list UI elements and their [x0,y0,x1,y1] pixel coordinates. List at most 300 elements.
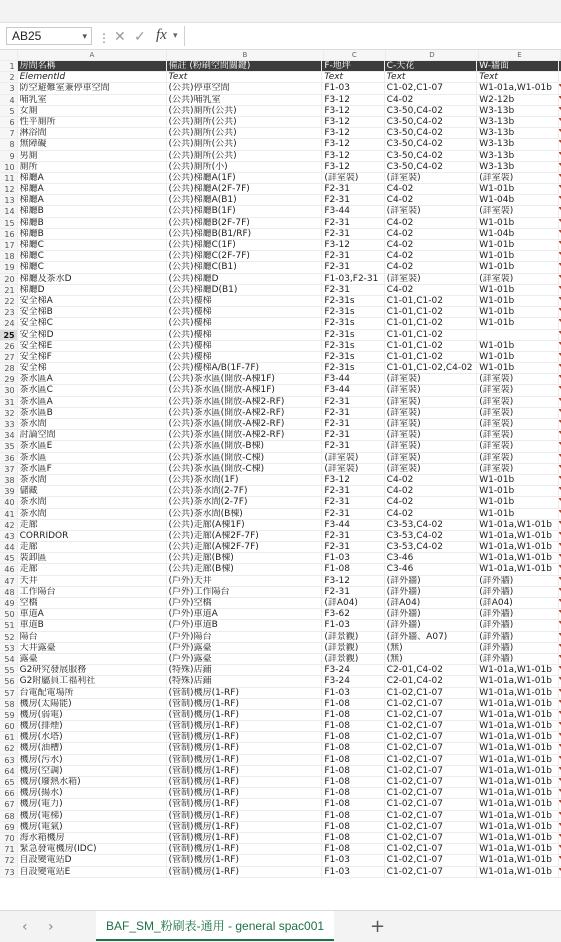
table-cell[interactable]: F1-08 [322,777,384,787]
table-cell[interactable]: (詳室裝) [477,419,559,429]
table-cell[interactable]: F3-12 [322,240,384,250]
table-cell[interactable]: (詳室裝) [385,173,478,183]
table-cell[interactable]: (公共)停車空間 [167,83,323,93]
table-cell[interactable]: C1-02,C1-07 [385,788,478,798]
row-number[interactable]: 31 [0,397,18,407]
table-cell[interactable]: C1-01,C1-02 [385,352,478,362]
table-cell[interactable]: F2-31s [322,318,384,328]
table-cell[interactable]: 梯廳C [18,262,167,272]
table-cell[interactable]: C1-02,C1-07 [385,844,478,854]
table-cell[interactable]: (公共)茶水區(開放-A棟2-RF) [167,430,323,440]
table-cell[interactable]: (詳室裝) [385,464,478,474]
table-cell[interactable]: C4-02 [385,184,478,194]
table-cell[interactable]: (詳室裝) [385,430,478,440]
table-cell[interactable]: 性平廁所 [18,117,167,127]
table-cell[interactable]: F3-12 [322,128,384,138]
table-cell[interactable]: (管制)機房(1-RF) [167,855,323,865]
table-cell[interactable]: F2-31 [322,218,384,228]
table-cell[interactable]: W2-12b [477,95,559,105]
table-cell[interactable]: (管制)機房(1-RF) [167,844,323,854]
table-cell[interactable]: (詳外牆) [477,609,559,619]
table-cell[interactable]: 茶水間 [18,475,167,485]
table-cell[interactable]: W3-13b [477,162,559,172]
table-cell[interactable]: (公共)茶水區(開放-A棟1F) [167,374,323,384]
header-cell[interactable]: C-天花 [385,61,478,71]
table-cell[interactable]: 露臺 [18,654,167,664]
name-box[interactable] [6,27,92,45]
table-cell[interactable]: F2-31 [322,497,384,507]
table-cell[interactable]: (公共)廁所(公共) [167,128,323,138]
chevron-right-icon[interactable]: › [48,919,54,935]
row-number[interactable]: 43 [0,531,18,541]
formula-input[interactable] [190,28,550,44]
row-number[interactable]: 60 [0,721,18,731]
table-cell[interactable]: C1-02,C1-07 [385,732,478,742]
table-cell[interactable]: (戶外)工作陽台 [167,587,323,597]
row-number[interactable]: 47 [0,576,18,586]
table-cell[interactable]: C4-02 [385,497,478,507]
table-cell[interactable]: F2-31s [322,341,384,351]
table-cell[interactable]: F3-12 [322,139,384,149]
table-cell[interactable]: (管制)機房(1-RF) [167,822,323,832]
table-cell[interactable]: (公共)茶水區(開放-A棟2-RF) [167,408,323,418]
table-cell[interactable]: F3-44 [322,206,384,216]
table-cell[interactable]: 自設變電站D [18,855,167,865]
table-cell[interactable]: W1-01b [477,240,559,250]
row-number[interactable]: 10 [0,162,18,172]
table-cell[interactable]: (公共)樓梯 [167,341,323,351]
table-cell[interactable]: W1-01a,W1-01b [477,766,559,776]
table-cell[interactable]: C1-02,C1-07 [385,755,478,765]
table-cell[interactable]: F3-44 [322,520,384,530]
table-cell[interactable]: W1-01a,W1-01b [477,553,559,563]
table-cell[interactable]: W1-01a,W1-01b [477,855,559,865]
table-cell[interactable]: C1-01,C1-02 [385,330,478,340]
table-cell[interactable]: 茶水區C [18,385,167,395]
table-cell[interactable]: F1-08 [322,788,384,798]
table-cell[interactable]: C4-02 [385,262,478,272]
table-cell[interactable]: (管制)機房(1-RF) [167,799,323,809]
table-cell[interactable]: F2-31 [322,419,384,429]
row-number[interactable]: 66 [0,788,18,798]
table-cell[interactable]: (詳室裝) [477,453,559,463]
table-cell[interactable]: (戶外)陽台 [167,632,323,642]
table-cell[interactable]: F3-44 [322,385,384,395]
table-cell[interactable]: F3-12 [322,95,384,105]
table-cell[interactable]: (公共)梯廳B(B1/RF) [167,229,323,239]
table-cell[interactable]: 緊急發電機房(IDC) [18,844,167,854]
table-cell[interactable]: (詳室裝) [385,408,478,418]
row-number[interactable]: 19 [0,262,18,272]
row-number[interactable]: 71 [0,844,18,854]
table-cell[interactable]: F2-31 [322,430,384,440]
table-cell[interactable]: (公共)茶水間(2-7F) [167,486,323,496]
table-cell[interactable]: F1-08 [322,844,384,854]
table-cell[interactable]: W1-01b [477,262,559,272]
table-cell[interactable]: (公共)走廊(B棟) [167,564,323,574]
table-cell[interactable]: F2-31 [322,441,384,451]
table-cell[interactable]: (詳室裝) [477,385,559,395]
table-cell[interactable]: F3-12 [322,162,384,172]
table-cell[interactable]: C1-02,C1-07 [385,83,478,93]
table-cell[interactable]: (公共)茶水區(開放-B棟) [167,441,323,451]
table-cell[interactable]: (公共)梯廳A(1F) [167,173,323,183]
row-number[interactable]: 32 [0,408,18,418]
row-number[interactable]: 72 [0,855,18,865]
table-cell[interactable]: (無) [385,654,478,664]
header-cell[interactable]: W-牆面 [477,61,559,71]
table-cell[interactable]: F1-08 [322,710,384,720]
table-cell[interactable]: W3-13b [477,128,559,138]
row-number[interactable]: 49 [0,598,18,608]
table-cell[interactable]: F2-31s [322,352,384,362]
table-cell[interactable]: (詳外牆) [477,654,559,664]
table-cell[interactable]: C4-02 [385,229,478,239]
table-cell[interactable]: F2-31 [322,184,384,194]
table-cell[interactable]: C1-02,C1-07 [385,822,478,832]
table-cell[interactable]: (詳室裝) [385,274,478,284]
table-cell[interactable]: (戶外)露臺 [167,654,323,664]
row-number[interactable]: 11 [0,173,18,183]
row-number[interactable]: 46 [0,564,18,574]
table-cell[interactable]: 陽台 [18,632,167,642]
table-cell[interactable]: C1-01,C1-02 [385,296,478,306]
table-cell[interactable]: (詳室裝) [385,441,478,451]
row-number[interactable]: 8 [0,139,18,149]
type-cell[interactable]: Text [322,72,384,82]
row-number[interactable]: 7 [0,128,18,138]
table-cell[interactable]: (公共)樓梯 [167,307,323,317]
table-cell[interactable]: F1-08 [322,755,384,765]
chevron-left-icon[interactable]: ‹ [22,919,28,935]
table-cell[interactable]: (詳室裝) [385,419,478,429]
row-number[interactable]: 38 [0,475,18,485]
table-cell[interactable]: (公共)梯廳C(1F) [167,240,323,250]
table-cell[interactable]: (管制)機房(1-RF) [167,867,323,877]
table-cell[interactable]: C1-02,C1-07 [385,699,478,709]
table-cell[interactable]: C1-02,C1-07 [385,867,478,877]
table-cell[interactable]: 機房(電梯) [18,811,167,821]
table-cell[interactable]: (公共)梯廳A(B1) [167,195,323,205]
table-cell[interactable]: 機房(排煙) [18,721,167,731]
row-number[interactable]: 33 [0,419,18,429]
table-cell[interactable]: (詳室裝) [385,397,478,407]
row-number[interactable]: 42 [0,520,18,530]
table-cell[interactable]: (公共)哺乳室 [167,95,323,105]
table-cell[interactable]: F1-08 [322,811,384,821]
column-header-b[interactable]: B [167,50,323,60]
row-number[interactable]: 13 [0,195,18,205]
table-cell[interactable]: (戶外)車道B [167,620,323,630]
table-cell[interactable]: (詳室裝) [477,173,559,183]
table-cell[interactable]: (公共)梯廳C(2F-7F) [167,251,323,261]
table-cell[interactable]: (詳外牆) [385,587,478,597]
row-number[interactable]: 69 [0,822,18,832]
table-cell[interactable]: (公共)梯廳A(2F-7F) [167,184,323,194]
table-cell[interactable]: W3-13b [477,151,559,161]
table-cell[interactable]: 安全梯E [18,341,167,351]
table-cell[interactable]: (管制)機房(1-RF) [167,788,323,798]
type-cell[interactable]: Text [385,72,478,82]
table-cell[interactable]: C3-50,C4-02 [385,106,478,116]
table-cell[interactable]: C4-02 [385,475,478,485]
table-cell[interactable]: (公共)廁所(小) [167,162,323,172]
table-cell[interactable]: 討論空間 [18,430,167,440]
select-all-corner[interactable] [0,50,18,60]
table-cell[interactable]: (管制)機房(1-RF) [167,811,323,821]
table-cell[interactable]: W1-01a,W1-01b [477,699,559,709]
table-cell[interactable]: (詳室裝) [477,397,559,407]
table-cell[interactable]: C1-02,C1-07 [385,766,478,776]
table-cell[interactable]: W1-01a,W1-01b [477,531,559,541]
type-cell[interactable]: ElementId [18,72,167,82]
column-header-a[interactable]: A [18,50,168,60]
row-number[interactable]: 70 [0,833,18,843]
table-cell[interactable]: (公共)梯廳D [167,274,323,284]
row-number[interactable]: 45 [0,553,18,563]
table-cell[interactable]: C4-02 [385,251,478,261]
table-cell[interactable]: W1-01b [477,251,559,261]
table-cell[interactable]: C1-02,C1-07 [385,721,478,731]
table-cell[interactable]: (詳外牆) [477,620,559,630]
table-cell[interactable]: F3-12 [322,117,384,127]
table-cell[interactable]: W3-13b [477,106,559,116]
table-cell[interactable]: 梯廳B [18,206,167,216]
table-cell[interactable]: (管制)機房(1-RF) [167,766,323,776]
table-cell[interactable]: (公共)茶水區(開放-A棟2-RF) [167,419,323,429]
table-cell[interactable] [477,330,559,340]
table-cell[interactable]: (公共)走廊(B棟) [167,553,323,563]
row-number[interactable]: 40 [0,497,18,507]
table-cell[interactable]: W1-01a,W1-01b [477,822,559,832]
table-cell[interactable]: (公共)走廊(A棟2F-7F) [167,531,323,541]
table-cell[interactable]: 茶水區A [18,397,167,407]
table-cell[interactable]: (無) [385,643,478,653]
table-cell[interactable]: F3-12 [322,475,384,485]
table-cell[interactable]: 機房(揚水) [18,788,167,798]
table-cell[interactable]: W1-01a,W1-01b [477,688,559,698]
table-cell[interactable]: (公共)梯廳B(2F-7F) [167,218,323,228]
row-number[interactable]: 18 [0,251,18,261]
table-cell[interactable]: (戶外)天井 [167,576,323,586]
table-cell[interactable]: W1-04b [477,195,559,205]
table-cell[interactable]: 台電配電場所 [18,688,167,698]
row-number[interactable]: 61 [0,732,18,742]
table-cell[interactable]: W1-01b [477,285,559,295]
table-cell[interactable]: 梯廳A [18,195,167,205]
table-cell[interactable]: F2-31s [322,363,384,373]
row-number[interactable]: 30 [0,385,18,395]
table-cell[interactable]: CORRIDOR [18,531,167,541]
row-number[interactable]: 44 [0,542,18,552]
table-cell[interactable]: W1-01b [477,497,559,507]
table-cell[interactable]: 梯廳及茶水D [18,274,167,284]
table-cell[interactable]: F1-03 [322,688,384,698]
insert-function-icon[interactable]: fx [156,27,167,43]
table-cell[interactable]: W1-01a,W1-01b [477,665,559,675]
row-number[interactable]: 68 [0,811,18,821]
table-cell[interactable]: F1-03,F2-31 [322,274,384,284]
table-cell[interactable]: (詳室裝) [477,374,559,384]
table-cell[interactable]: F3-12 [322,106,384,116]
row-number[interactable]: 57 [0,688,18,698]
table-cell[interactable]: C4-02 [385,95,478,105]
cancel-icon[interactable]: ✕ [114,28,126,44]
table-cell[interactable]: 走廊 [18,520,167,530]
table-cell[interactable]: F2-31 [322,195,384,205]
row-number[interactable]: 9 [0,151,18,161]
table-cell[interactable]: C3-53,C4-02 [385,520,478,530]
table-cell[interactable]: 天井 [18,576,167,586]
table-cell[interactable]: W1-01a,W1-01b [477,743,559,753]
table-cell[interactable]: W1-01a,W1-01b [477,755,559,765]
table-cell[interactable]: (公共)樓梯 [167,296,323,306]
table-cell[interactable]: (詳景觀) [322,632,384,642]
table-cell[interactable]: (公共)廁所(公共) [167,117,323,127]
table-cell[interactable]: W1-01a,W1-01b [477,710,559,720]
table-cell[interactable]: C1-02,C1-07 [385,799,478,809]
table-cell[interactable]: (詳景觀) [322,643,384,653]
table-cell[interactable]: 工作陽台 [18,587,167,597]
row-number[interactable]: 63 [0,755,18,765]
table-cell[interactable]: (詳A04) [322,598,384,608]
table-cell[interactable]: (管制)機房(1-RF) [167,710,323,720]
table-cell[interactable]: (詳室裝) [385,385,478,395]
table-cell[interactable]: 機房(電力) [18,799,167,809]
column-header-e[interactable]: E [479,50,561,60]
row-number[interactable]: 24 [0,318,18,328]
row-number[interactable]: 15 [0,218,18,228]
table-cell[interactable]: (管制)機房(1-RF) [167,732,323,742]
table-cell[interactable]: F3-24 [322,676,384,686]
table-cell[interactable]: F2-31 [322,509,384,519]
table-cell[interactable]: 裝卸區 [18,553,167,563]
row-number[interactable]: 65 [0,777,18,787]
table-cell[interactable]: (詳室裝) [477,430,559,440]
row-number[interactable]: 28 [0,363,18,373]
chevron-down-icon[interactable]: ▾ [82,31,87,41]
table-cell[interactable]: 茶水區 [18,453,167,463]
row-number[interactable]: 26 [0,341,18,351]
table-cell[interactable]: (公共)梯廳C(B1) [167,262,323,272]
table-cell[interactable]: (公共)茶水間(B棟) [167,509,323,519]
row-number[interactable]: 34 [0,430,18,440]
table-cell[interactable]: 機房(太陽能) [18,699,167,709]
row-number[interactable]: 64 [0,766,18,776]
table-cell[interactable]: W1-01a,W1-01b [477,833,559,843]
row-number[interactable]: 23 [0,307,18,317]
table-cell[interactable]: C4-02 [385,486,478,496]
row-number[interactable]: 25 [0,330,18,340]
table-cell[interactable]: 走廊 [18,542,167,552]
table-cell[interactable]: W1-01a,W1-01b [477,676,559,686]
row-number[interactable]: 55 [0,665,18,675]
table-cell[interactable]: 哺乳室 [18,95,167,105]
table-cell[interactable]: C3-53,C4-02 [385,542,478,552]
table-cell[interactable]: 茶水區E [18,441,167,451]
table-cell[interactable]: 安全梯F [18,352,167,362]
table-cell[interactable]: C4-02 [385,240,478,250]
plus-icon[interactable]: + [370,916,386,937]
table-cell[interactable]: (詳A04) [477,598,559,608]
table-cell[interactable]: 機房(油槽) [18,743,167,753]
table-cell[interactable]: 梯廳B [18,229,167,239]
table-cell[interactable]: (詳景觀) [322,654,384,664]
table-cell[interactable]: F2-31 [322,531,384,541]
table-cell[interactable]: 梯廳C [18,240,167,250]
table-cell[interactable]: C1-01,C1-02 [385,307,478,317]
row-number[interactable]: 22 [0,296,18,306]
table-cell[interactable]: 梯廳C [18,251,167,261]
table-cell[interactable]: (詳室裝) [477,441,559,451]
table-cell[interactable]: (公共)茶水間(2-7F) [167,497,323,507]
table-cell[interactable]: (公共)樓梯A/B(1F-7F) [167,363,323,373]
table-cell[interactable]: W1-01b [477,218,559,228]
table-cell[interactable]: (詳外牆) [477,643,559,653]
table-cell[interactable]: (管制)機房(1-RF) [167,743,323,753]
row-number[interactable]: 52 [0,632,18,642]
table-cell[interactable]: C3-50,C4-02 [385,117,478,127]
table-cell[interactable]: 儲藏 [18,486,167,496]
table-cell[interactable]: 男廁 [18,151,167,161]
table-cell[interactable]: (公共)走廊(A棟2F-7F) [167,542,323,552]
table-cell[interactable]: W1-04b [477,229,559,239]
row-number[interactable]: 17 [0,240,18,250]
table-cell[interactable]: 廁所 [18,162,167,172]
table-cell[interactable]: (戶外)車道A [167,609,323,619]
row-number[interactable]: 14 [0,206,18,216]
table-cell[interactable]: (詳A04) [385,598,478,608]
table-cell[interactable]: C1-02,C1-07 [385,743,478,753]
row-number[interactable]: 3 [0,83,18,93]
table-cell[interactable]: 安全梯 [18,363,167,373]
row-number[interactable]: 58 [0,699,18,709]
table-cell[interactable]: W1-01b [477,352,559,362]
table-cell[interactable]: (詳外牆、A07) [385,632,478,642]
table-cell[interactable]: C3-50,C4-02 [385,128,478,138]
table-cell[interactable]: (戶外)露臺 [167,643,323,653]
table-cell[interactable]: 梯廳A [18,173,167,183]
table-cell[interactable]: (管制)機房(1-RF) [167,688,323,698]
table-cell[interactable]: F1-03 [322,83,384,93]
row-number[interactable]: 36 [0,453,18,463]
row-number[interactable]: 62 [0,743,18,753]
row-number[interactable]: 48 [0,587,18,597]
table-cell[interactable]: 空橋 [18,598,167,608]
table-cell[interactable]: F3-12 [322,576,384,586]
enter-icon[interactable]: ✓ [134,28,146,44]
table-cell[interactable]: (詳外牆) [385,620,478,630]
table-cell[interactable]: (詳室裝) [322,464,384,474]
table-cell[interactable]: F2-31 [322,229,384,239]
row-number[interactable]: 2 [0,72,18,82]
table-cell[interactable]: 機房(空調) [18,766,167,776]
table-cell[interactable]: (管制)機房(1-RF) [167,833,323,843]
table-cell[interactable]: G2研究發展服務 [18,665,167,675]
table-cell[interactable]: C4-02 [385,195,478,205]
table-cell[interactable]: (公共)茶水區(開放-A棟1F) [167,385,323,395]
table-cell[interactable]: F1-08 [322,822,384,832]
table-cell[interactable]: 梯廳D [18,285,167,295]
table-cell[interactable]: W1-01b [477,475,559,485]
table-cell[interactable]: C1-01,C1-02,C4-02 [385,363,478,373]
table-cell[interactable]: C1-02,C1-07 [385,833,478,843]
table-cell[interactable]: (公共)廁所(公共) [167,151,323,161]
table-cell[interactable]: F1-03 [322,867,384,877]
table-cell[interactable]: 走廊 [18,564,167,574]
table-cell[interactable]: (特殊)店鋪 [167,676,323,686]
row-number[interactable]: 21 [0,285,18,295]
